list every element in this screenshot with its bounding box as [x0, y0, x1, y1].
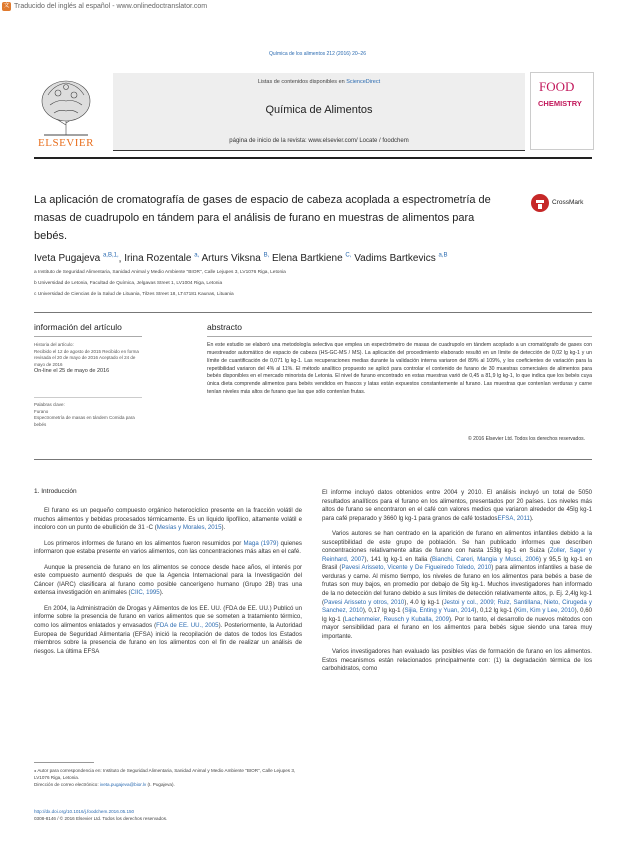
translate-icon: 文 — [3, 3, 10, 9]
keywords-rule — [34, 397, 142, 398]
paragraph-text: ), 141 lg kg-1 en Italia ( — [364, 555, 433, 563]
cover-title-food: FOOD — [539, 79, 575, 94]
section-rule — [34, 312, 592, 313]
keyword: Furano — [34, 408, 49, 414]
article-info-heading: información del artículo — [34, 322, 122, 332]
abstract-rule — [207, 336, 592, 337]
body-paragraph — [34, 540, 302, 557]
citation-link[interactable]: Zoller, Sager y Reinhard, 2007 — [322, 547, 592, 563]
body-column-right — [322, 489, 592, 681]
paragraph-text: ), 0,60 lg kg-1 ( — [322, 607, 592, 623]
footnote-rule — [34, 762, 94, 763]
author[interactable]: Iveta Pugajeva $^{a,B,1,}$ — [34, 253, 119, 265]
citation-link[interactable]: Bianchi, Careri, Mangia y Musci, 2006 — [432, 555, 539, 563]
paragraph-text: Varios autores se han centrado en la aparición de furano en alimentos infantiles debido a la susceptibilidad de este grupo de población. Se han publicado informes que describen concentraciones relativamente altas de furano con hasta 153lg kg-1 en Suiza ( — [322, 530, 592, 555]
abstract-copyright: © 2016 Elsevier Ltd. Todos los derechos reservados. — [468, 436, 585, 442]
section-heading: 1. Introducción — [34, 488, 77, 495]
footnote — [34, 767, 302, 788]
citation-link[interactable]: Lachenmeier, Reusch y Kuballa, 2009 — [344, 615, 449, 623]
paragraph-text: ), 0,17 lg kg-1 ( — [362, 607, 405, 615]
paragraph-text: ) y 95,5 lg kg-1 en Brasil ( — [322, 555, 593, 572]
paragraph-text: Varios investigadores han evaluado las posibles vías de formación de furano en los alimentos. Estos mecanismos están relacionados principalmente con: (1) la degradación térmica de los carbohidratos, como — [322, 648, 592, 673]
paragraph-text: ). — [159, 589, 164, 597]
abstract-text: En este estudio se elaboró una metodología selectiva que emplea un espectrómetro de masas de cuadrupolo en tándem acoplado a un cromatógrafo de gases con muestreador automático de espacio de cabeza (HS-GC-MS / MS). La aplicación del procedimiento elaborado resultó en un límite de detección de 0,02 lg kg-1 y un límite de cuantificación de 0,071 lg kg-1. Las recuperaciones medias durante la validación interna variaron del 89% al 109%, y los coeficientes de variación para la repetibilidad variaron del 4% al 11%. El método analítico propuesto se aplicó para controlar el contenido de furano de 30 muestras comerciales de alimentos para bebés disponibles en el mercado minorista de Letonia. El nivel de furano encontrado en estas muestras varió de 0,45 a 81,9 lg kg-1, lo que indica que los bebés cuya única dieta comprende alimentos para bebés vendidos en frascos y latas están expuestos constantemente al furano. Las muestras que contenían verduras y carne tenían niveles más altos de furano que las que sólo contenían frutas. — [207, 342, 592, 396]
body-paragraph — [34, 507, 302, 533]
citation-link[interactable]: Kim, Kim y Lee, 2010 — [516, 607, 575, 615]
paragraph-text: ). Por lo tanto, el desarrollo de nuevos métodos con mayor sensibilidad para el furano en los alimentos para bebés sigue siendo una tarea muy importante. — [322, 615, 592, 640]
top-rule — [34, 157, 592, 159]
article-history — [34, 342, 142, 375]
keywords-heading: Palabras clave: — [34, 402, 65, 407]
paragraph-text: El informe incluyó datos obtenidos entre 2004 y 2010. El análisis incluyó un total de 5050 resultados analíticos para el furano en los alimentos, presentados por 20 países. Los niveles más altos de furano se encontraron en el café con valores medios que variaron alrededor de 45lg kg-1 para café preparado y 3660 lg kg-1 para granos de café tostados — [322, 489, 592, 522]
affiliation: c Universidad de Ciencias de la Salud de Lituania, Tilzes Street 18, LT47181 Kaunas, Lituania — [34, 292, 234, 297]
affiliation: b Universidad de Letonia, Facultad de Química, Jelgavas Street 1, LV1004 Riga, Letonia — [34, 281, 223, 286]
citation-link[interactable]: CIIC, 1995 — [130, 589, 160, 597]
doi-block — [34, 808, 302, 822]
body-paragraph — [322, 489, 592, 523]
paragraph-text: ). Posteriormente, la Autoridad Europea de Seguridad Alimentaria (EFSA) inició la recopilación de datos de todos los Estados miembros sobre la presencia de furano en los alimentos con el fin de realizar un análisis de riesgos. La última EFSA — [34, 622, 302, 655]
header-divider — [113, 150, 525, 151]
body-paragraph — [322, 648, 592, 674]
keyword: Espectrometría de masas en tándem Comida para bebés — [34, 415, 135, 427]
journal-homepage[interactable]: página de inicio de la revista: www.elsevier.com/ Locate / foodchem — [229, 138, 409, 144]
paragraph-text: ). — [529, 514, 534, 522]
sciencedirect-link[interactable]: ScienceDirect — [346, 79, 381, 85]
paragraph-text: quienes informaron que estaba presente en varios alimentos, con las concentraciones más altas en el café. — [34, 539, 302, 556]
journal-cover — [530, 72, 594, 150]
body-rule — [34, 459, 592, 460]
translation-banner[interactable] — [0, 0, 635, 13]
paragraph-text: ), 4.0 lg kg-1 ( — [404, 598, 444, 606]
keywords — [34, 402, 142, 428]
email-link[interactable]: iveta.pugajeva@bior.lv — [99, 782, 147, 787]
citation-link[interactable]: EFSA, 2011 — [497, 514, 530, 522]
citation-link[interactable]: Mesías y Morales, 2015 — [156, 524, 222, 532]
citation-link[interactable]: FDA de EE. UU., 2005 — [156, 622, 219, 630]
abstract-heading: abstracto — [207, 322, 242, 332]
body-column-left — [34, 507, 302, 663]
paragraph-text: El furano es un pequeño compuesto orgánico heterocíclico presente en la fracción volátil de muchos alimentos y bebidas procesados térmicamente. Es un líquido lipofílico, altamente volátil e incoloro con un punto de ebullición de 31 ◦C ( — [34, 507, 302, 532]
citation-link[interactable]: Jestoi y col., 2009; Ruiz, Santillana, Nieto, Cirugeda y Sanchez, 2010 — [322, 598, 592, 615]
crossmark-icon — [530, 193, 550, 213]
citation-link[interactable]: Pavesi Arisseto, Vicente y De Figueiredo Toledo, 2010 — [341, 564, 492, 572]
author[interactable]: Vadims Bartkevics $^{a,B}$ — [354, 253, 448, 265]
issn-line: 0308-8146 / © 2016 Elsevier Ltd. Todos los derechos reservados. — [34, 816, 168, 821]
paragraph-text: Aunque la presencia de furano en los alimentos se conoce desde hace años, el interés por este compuesto aumentó después de que la Agencia Internacional para la Investigación del Cáncer (IARC) clasificara al furano como posible cancerígeno humano (Grupo 2B) tras una extensa investigación en animales ( — [34, 563, 302, 597]
paragraph-text: ). — [221, 524, 226, 532]
paragraph-text: Los primeros informes de furano en los alimentos fueron resumidos por — [44, 539, 244, 547]
translation-banner-text: Traducido del inglés al español - www.onlinedoctranslator.com — [14, 3, 208, 10]
body-paragraph — [322, 530, 592, 641]
online-date: On-line el 25 de mayo de 2016 — [34, 368, 110, 375]
corresponding-author-note: ⁎ Autor para correspondencia en: Instituto de Seguridad Alimentaria, Sanidad Animal y Medio Ambiente "BIOR", Calle Lejupes 3, LV1076 Riga, Letonia. — [34, 768, 296, 780]
body-paragraph — [34, 564, 302, 598]
author[interactable]: Irina Rozentale $^{a,}$ — [124, 253, 200, 265]
paragraph-text: ) para alimentos infantiles a base de verduras y carne. Al mismo tiempo, los niveles de furano en los alimentos para bebés a base de frutas son muy bajos, en promedio por debajo de 5lg kg-1. Muchos investigadores han informado de la no detección del furano debido a sus límites de detección relativamente altos, p. Ej. 2,4lg kg-1 ( — [322, 564, 592, 606]
author-list: Iveta Pugajeva $^{a,B,1,}$, Irina Rozentale $^{a,}$ Arturs Viksna $^{B,}$ Elena Bartkiene $^{C,}$ Vadims Bartkevics $^{a,B}$ — [34, 253, 448, 265]
crossmark-badge[interactable] — [530, 193, 592, 213]
doi-link[interactable]: http://dx.doi.org/10.1016/j.foodchem.2016.05.150 — [34, 809, 135, 814]
cover-title-chemistry: CHEMISTRY — [538, 99, 582, 108]
article-title: La aplicación de cromatografía de gases de espacio de cabeza acoplada a espectrometría de masas de cuadrupolo en tándem para el análisis de furano en muestras de alimentos para bebés. — [34, 194, 491, 242]
author[interactable]: Elena Bartkiene $^{C,}$ — [272, 253, 352, 265]
citation-link[interactable]: Sijia, Enting y Yuan, 2014 — [404, 607, 475, 615]
journal-reference[interactable]: Química de los alimentos 212 (2016) 20–26 — [268, 51, 366, 57]
crossmark-label: CrossMark — [552, 199, 584, 206]
affiliation: a Instituto de Seguridad Alimentaria, Sanidad Animal y Medio Ambiente "BIOR", Calle Lejupes 3, LV1076 Riga, Letonia — [34, 270, 286, 275]
citation-link[interactable]: Pavesi Arisseto y otros, 2010 — [324, 598, 405, 606]
journal-title: Química de Alimentos — [265, 104, 373, 116]
citation-link[interactable]: Maga (1979) — [243, 539, 279, 547]
author[interactable]: Arturs Viksna $^{B,}$ — [201, 253, 270, 265]
history-heading: Historia del artículo: — [34, 342, 74, 347]
article-info-rule — [34, 336, 142, 337]
paragraph-text: ), 0,12 lg kg-1 ( — [474, 607, 517, 615]
body-paragraph — [34, 605, 302, 656]
elsevier-wordmark: ELSEVIER — [38, 137, 94, 149]
history-dates: Recibido el 12 de agosto de 2015 Recibido en forma revisada el 20 de mayo de 2016 Aceptado el 24 de mayo de 2016 — [34, 348, 139, 367]
contents-available: Listas de contenidos disponibles en ScienceDirect — [257, 79, 381, 85]
email-line: Dirección de correo electrónico: iveta.pugajeva@bior.lv (I. Pugajeva). — [34, 782, 175, 787]
paragraph-text: En 2004, la Administración de Drogas y Alimentos de los EE. UU. (FDA de EE. UU.) Publicó un informe sobre la presencia de furano en varios alimentos que se someten a tratamiento térmico, como los alimentos enlatados y envasados ( — [34, 604, 302, 630]
